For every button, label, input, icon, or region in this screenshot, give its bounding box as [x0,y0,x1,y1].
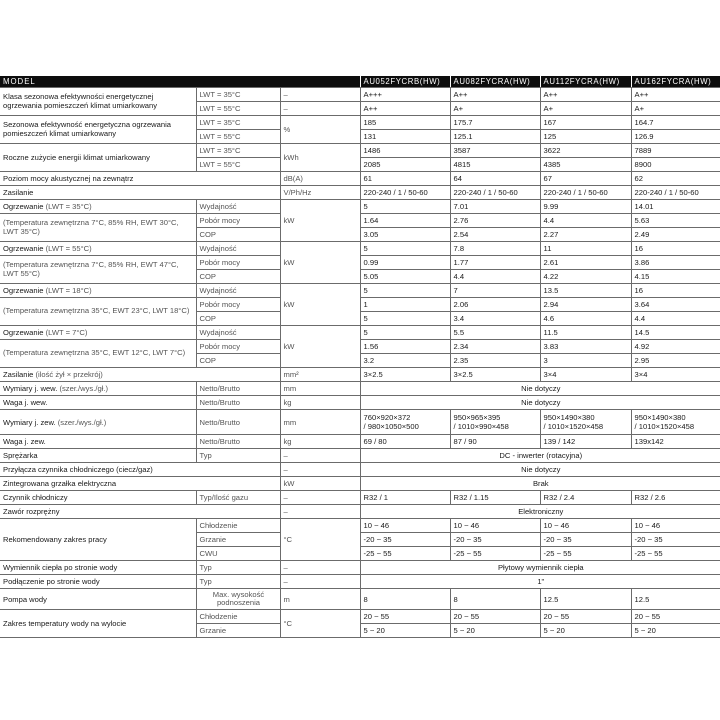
row-title: Ogrzewanie [3,244,44,253]
row-label: Rekomendowany zakres pracy [0,519,196,561]
row-unit: kW [280,200,360,242]
cell-value: 220-240 / 1 / 50-60 [450,186,540,200]
cell-value: 4385 [540,158,631,172]
row-condition: LWT = 55°C [196,130,280,144]
cell-value: 126.9 [631,130,720,144]
row-label [0,284,196,298]
cell-value: 4.92 [631,340,720,354]
cell-value-merged: Płytowy wymiennik ciepła [360,561,720,575]
cell-value: 20 ~ 55 [540,610,631,624]
cell-value-merged: 1" [360,575,720,589]
cell-value: 2.35 [450,354,540,368]
cell-value: 7 [450,284,540,298]
row-condition: LWT = 55°C [196,102,280,116]
cell-value: -20 ~ 35 [450,533,540,547]
table-row [0,368,720,382]
cell-value: 2.61 [540,256,631,270]
row-note: (Temperatura zewnętrzna 35°C, EWT 23°C, LWT 18°C) [0,298,196,326]
table-row [0,284,720,298]
row-title: Ogrzewanie [3,286,44,295]
row-title: Ogrzewanie [3,202,44,211]
row-label: Roczne zużycie energii klimat umiarkowany [0,144,196,172]
model-col-2: AU082FYCRA(HW) [450,76,540,88]
row-label [0,242,196,256]
row-param: Pobór mocy [196,214,280,228]
row-label: Czynnik chłodniczy [0,491,196,505]
dims-gross: / 980×1050×500 [363,422,419,431]
row-param: Chłodzenie [196,610,280,624]
table-row [0,435,720,449]
spec-table [0,76,720,638]
cell-value: 164.7 [631,116,720,130]
dims-gross: / 1010×1520×458 [634,422,695,431]
cell-value: 16 [631,284,720,298]
cell-value-merged: Brak [360,477,720,491]
row-unit: kW [280,326,360,368]
cell-value: 5 ~ 20 [540,624,631,638]
row-title: Wymiary j. zew. [3,417,56,427]
row-type: Netto/Brutto [196,435,280,449]
cell-value: A+++ [360,88,450,102]
row-condition: LWT = 55°C [196,158,280,172]
row-param: Pobór mocy [196,256,280,270]
cell-value: 1.56 [360,340,450,354]
row-note: (Temperatura zewnętrzna 7°C, 85% RH, EWT 30°C, LWT 35°C) [0,214,196,242]
cell-value-merged: Nie dotyczy [360,463,720,477]
row-unit: mm² [280,368,360,382]
table-row [0,382,720,396]
cell-value: 10 ~ 46 [450,519,540,533]
row-label: Zintegrowana grzałka elektryczna [0,477,280,491]
cell-value: R32 / 2.4 [540,491,631,505]
row-unit: dB(A) [280,172,360,186]
row-unit: % [280,116,360,144]
table-row [0,561,720,575]
row-condition: (szer./wys./gł.) [57,384,108,393]
cell-value: A++ [631,88,720,102]
row-title: Wymiary j. wew. [3,384,58,393]
row-condition: LWT = 35°C [196,88,280,102]
row-unit: – [280,88,360,102]
cell-value: 3.86 [631,256,720,270]
table-row [0,242,720,256]
cell-value: 5.63 [631,214,720,228]
cell-value: 139x142 [631,435,720,449]
row-unit: – [280,505,360,519]
cell-value-merged: Elektroniczny [360,505,720,519]
cell-value: 2.27 [540,228,631,242]
cell-value: 4815 [450,158,540,172]
table-row [0,610,720,624]
cell-value: 4.6 [540,312,631,326]
row-type: Typ [196,449,280,463]
cell-value: 5.5 [450,326,540,340]
cell-value: 1 [360,298,450,312]
row-condition: (LWT = 7°C) [43,328,88,337]
row-title: Zasilanie [3,370,34,379]
cell-value: 16 [631,242,720,256]
row-condition: (ilość żył × przekrój) [33,370,103,379]
cell-value: 4.22 [540,270,631,284]
table-row [0,200,720,214]
cell-value: 175.7 [450,116,540,130]
cell-value: 1.77 [450,256,540,270]
cell-value: 2.94 [540,298,631,312]
row-label: Zawór rozprężny [0,505,280,519]
table-row [0,396,720,410]
row-label: Podłączenie po stronie wody [0,575,196,589]
row-param: Grzanie [196,533,280,547]
cell-value: 3.4 [450,312,540,326]
cell-value: 3.64 [631,298,720,312]
table-row [0,340,720,354]
row-param: Wydajność [196,326,280,340]
row-unit: kg [280,396,360,410]
row-param: Pobór mocy [196,298,280,312]
cell-value: -20 ~ 35 [540,533,631,547]
row-type: Max. wysokość podnoszenia [196,589,280,610]
row-unit: kW [280,242,360,284]
cell-value: 3×2.5 [450,368,540,382]
model-col-4: AU162FYCRA(HW) [631,76,720,88]
row-param: COP [196,270,280,284]
row-label: Zasilanie [0,186,280,200]
row-label: Waga j. zew. [0,435,196,449]
cell-value: 13.5 [540,284,631,298]
model-col-1: AU052FYCRB(HW) [360,76,450,88]
row-note: (Temperatura zewnętrzna 35°C, EWT 12°C, LWT 7°C) [0,340,196,368]
cell-value: 4.4 [450,270,540,284]
row-label [0,382,196,396]
cell-value: 5 [360,242,450,256]
cell-value: 14.5 [631,326,720,340]
cell-value: 1.64 [360,214,450,228]
table-row [0,505,720,519]
row-unit: kW [280,477,360,491]
row-note: (Temperatura zewnętrzna 7°C, 85% RH, EWT 47°C, LWT 55°C) [0,256,196,284]
cell-value: 3×2.5 [360,368,450,382]
table-row [0,116,720,130]
cell-value: 3.05 [360,228,450,242]
header-row [0,76,720,88]
cell-value: 11.5 [540,326,631,340]
row-unit: – [280,449,360,463]
row-type: Netto/Brutto [196,410,280,435]
cell-value: 5.05 [360,270,450,284]
table-row [0,410,720,435]
cell-value: 10 ~ 46 [631,519,720,533]
row-unit: mm [280,382,360,396]
cell-value: 3×4 [631,368,720,382]
dims-net: 950×1490×380 [634,413,686,422]
row-label: Przyłącza czynnika chłodniczego (ciecz/gaz) [0,463,280,477]
cell-value: -20 ~ 35 [360,533,450,547]
cell-value [540,410,631,435]
row-condition: (LWT = 18°C) [43,286,92,295]
cell-value: 2.06 [450,298,540,312]
dims-net: 950×965×395 [453,413,501,422]
row-label: Klasa sezonowa efektywności energetycznej ogrzewania pomieszczeń klimat umiarkowany [0,88,196,116]
cell-value: 5 [360,200,450,214]
cell-value: 2.49 [631,228,720,242]
row-type: Netto/Brutto [196,382,280,396]
row-label: Sezonowa efektywność energetyczna ogrzewania pomieszczeń klimat umiarkowany [0,116,196,144]
cell-value: 8900 [631,158,720,172]
model-col-3: AU112FYCRA(HW) [540,76,631,88]
cell-value: 12.5 [540,589,631,610]
dims-net: 950×1490×380 [543,413,595,422]
row-condition: (LWT = 55°C) [43,244,92,253]
row-label [0,410,196,435]
row-label: Wymiennik ciepła po stronie wody [0,561,196,575]
row-param: COP [196,228,280,242]
table-row [0,326,720,340]
cell-value: A++ [360,102,450,116]
cell-value: 87 / 90 [450,435,540,449]
cell-value: -25 ~ 55 [450,547,540,561]
cell-value: 7.01 [450,200,540,214]
table-row [0,186,720,200]
table-row [0,491,720,505]
cell-value: 5 ~ 20 [631,624,720,638]
cell-value: 167 [540,116,631,130]
cell-value: 62 [631,172,720,186]
table-row [0,298,720,312]
cell-value: 8 [360,589,450,610]
row-label: Zakres temperatury wody na wylocie [0,610,196,638]
cell-value: 3.83 [540,340,631,354]
cell-value: A+ [631,102,720,116]
cell-value: 3622 [540,144,631,158]
row-unit: mm [280,410,360,435]
cell-value: 5 ~ 20 [450,624,540,638]
row-param: Wydajność [196,242,280,256]
cell-value: 67 [540,172,631,186]
table-row [0,589,720,610]
row-unit: kW [280,284,360,326]
cell-value: R32 / 2.6 [631,491,720,505]
cell-value: 3.2 [360,354,450,368]
table-row [0,172,720,186]
model-header: MODEL [0,76,360,88]
cell-value: 5 ~ 20 [360,624,450,638]
table-row [0,144,720,158]
cell-value: 2.95 [631,354,720,368]
cell-value: 14.01 [631,200,720,214]
cell-value: 220-240 / 1 / 50-60 [540,186,631,200]
row-condition: (LWT = 35°C) [43,202,92,211]
cell-value: 20 ~ 55 [450,610,540,624]
table-row [0,463,720,477]
cell-value: 7.8 [450,242,540,256]
cell-value: 4.15 [631,270,720,284]
cell-value: 20 ~ 55 [360,610,450,624]
cell-value: A++ [540,88,631,102]
cell-value: 64 [450,172,540,186]
table-row [0,214,720,228]
cell-value: 2085 [360,158,450,172]
table-row [0,575,720,589]
table-row [0,256,720,270]
cell-value: 11 [540,242,631,256]
cell-value: 3×4 [540,368,631,382]
row-label: Pompa wody [0,589,196,610]
table-row [0,477,720,491]
cell-value: 125 [540,130,631,144]
row-label [0,368,280,382]
row-label [0,326,196,340]
row-unit: m [280,589,360,610]
cell-value: 1486 [360,144,450,158]
row-unit: – [280,561,360,575]
cell-value: -20 ~ 35 [631,533,720,547]
cell-value: A++ [450,88,540,102]
row-param: Wydajność [196,200,280,214]
cell-value [360,410,450,435]
row-unit: V/Ph/Hz [280,186,360,200]
row-param: Wydajność [196,284,280,298]
cell-value: -25 ~ 55 [360,547,450,561]
row-unit: – [280,491,360,505]
cell-value-merged: Nie dotyczy [360,382,720,396]
row-unit: kWh [280,144,360,172]
row-condition: LWT = 35°C [196,144,280,158]
cell-value: 5 [360,326,450,340]
cell-value: 10 ~ 46 [540,519,631,533]
row-condition: LWT = 35°C [196,116,280,130]
cell-value: A+ [540,102,631,116]
cell-value: 139 / 142 [540,435,631,449]
cell-value [631,410,720,435]
cell-value: 131 [360,130,450,144]
cell-value: 7889 [631,144,720,158]
cell-value: 8 [450,589,540,610]
row-unit: °C [280,610,360,638]
spec-sheet [0,76,720,638]
cell-value: 5 [360,312,450,326]
cell-value: 2.76 [450,214,540,228]
table-row [0,519,720,533]
row-type: Netto/Brutto [196,396,280,410]
row-unit: kg [280,435,360,449]
cell-value: 220-240 / 1 / 50-60 [631,186,720,200]
row-label: Sprężarka [0,449,196,463]
table-row [0,88,720,102]
cell-value: 4.4 [540,214,631,228]
cell-value: 9.99 [540,200,631,214]
cell-value-merged: Nie dotyczy [360,396,720,410]
cell-value: 20 ~ 55 [631,610,720,624]
row-unit: – [280,463,360,477]
dims-gross: / 1010×1520×458 [543,422,604,431]
cell-value: 10 ~ 46 [360,519,450,533]
row-param: CWU [196,547,280,561]
cell-value [450,410,540,435]
cell-value: 61 [360,172,450,186]
row-type: Typ/Ilość gazu [196,491,280,505]
dims-net: 760×920×372 [363,413,411,422]
row-condition: (szer./wys./gł.) [55,417,107,427]
dims-gross: / 1010×990×458 [453,422,509,431]
cell-value: R32 / 1 [360,491,450,505]
row-type: Typ [196,575,280,589]
cell-value-merged: DC - inwerter (rotacyjna) [360,449,720,463]
row-label [0,200,196,214]
cell-value: 12.5 [631,589,720,610]
cell-value: -25 ~ 55 [540,547,631,561]
cell-value: 185 [360,116,450,130]
cell-value: 5 [360,284,450,298]
row-param: Chłodzenie [196,519,280,533]
row-param: Pobór mocy [196,340,280,354]
row-param: COP [196,312,280,326]
row-unit: – [280,102,360,116]
cell-value: 69 / 80 [360,435,450,449]
row-label: Waga j. wew. [0,396,196,410]
cell-value: 3587 [450,144,540,158]
row-title: Ogrzewanie [3,328,44,337]
row-unit: °C [280,519,360,561]
cell-value: 4.4 [631,312,720,326]
row-label: Poziom mocy akustycznej na zewnątrz [0,172,280,186]
table-row [0,449,720,463]
cell-value: 3 [540,354,631,368]
cell-value: 2.34 [450,340,540,354]
cell-value: R32 / 1.15 [450,491,540,505]
cell-value: 125.1 [450,130,540,144]
cell-value: 220-240 / 1 / 50-60 [360,186,450,200]
cell-value: 0.99 [360,256,450,270]
cell-value: 2.54 [450,228,540,242]
row-unit: – [280,575,360,589]
row-param: COP [196,354,280,368]
cell-value: A+ [450,102,540,116]
row-param: Grzanie [196,624,280,638]
row-type: Typ [196,561,280,575]
cell-value: -25 ~ 55 [631,547,720,561]
